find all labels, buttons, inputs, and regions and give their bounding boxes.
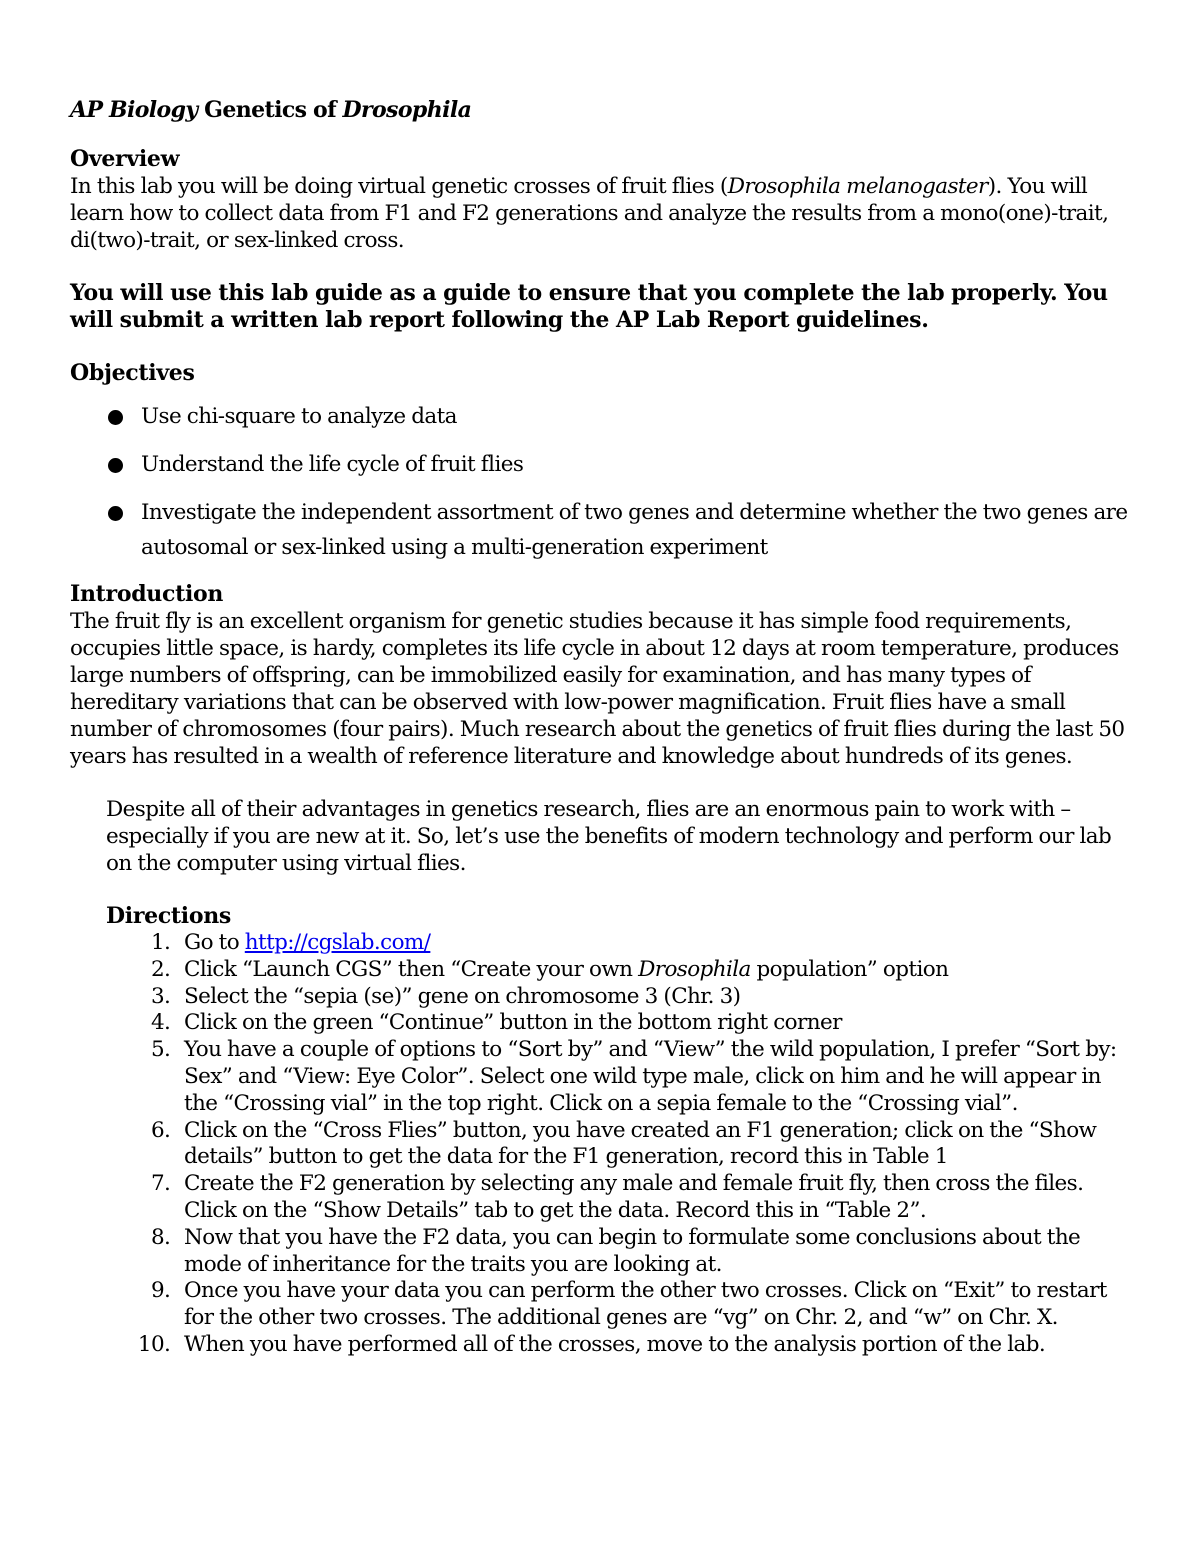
page-title <box>70 92 1130 128</box>
direction-step: 6. Click on the “Cross Flies” button, you have created an F1 generation; click on the “Show details” button to get the data for the F1 generation, record this in Table 1 <box>176 1118 1130 1172</box>
direction-step: 8. Now that you have the F2 data, you can begin to formulate some conclusions about the mode of inheritance for the traits you are looking at. <box>176 1225 1130 1279</box>
introduction-paragraph: The fruit fly is an excellent organism for genetic studies because it has simple food requirements, occupies little space, is hardy, completes its life cycle in about 12 days at room temperature, produces large numbers of offspring, can be immobilized easily for examination, and has many types of hereditary variations that can be observed with low-power magnification. Fruit flies have a small number of chromosomes (four pairs). Much research about the genetics of fruit flies during the last 50 years has resulted in a wealth of reference literature and knowledge about hundreds of its genes. <box>70 609 1125 769</box>
bullet-icon <box>108 410 123 425</box>
direction-step: 3. Select the “sepia (se)” gene on chromosome 3 (Chr. 3) <box>176 984 1130 1011</box>
title-middle: Genetics of <box>197 97 343 123</box>
despite-paragraph: Despite all of their advantages in genetics research, flies are an enormous pain to work with – especially if you are new at it. So, let’s use the benefits of modern technology and perform our lab on the computer using virtual flies. <box>106 797 1112 876</box>
objective-item <box>108 447 1130 482</box>
bullet-icon <box>108 458 123 473</box>
title-organism: Drosophila <box>342 97 472 123</box>
indented-section <box>106 796 1130 1359</box>
lab-guide-notice: You will use this lab guide as a guide to ensure that you complete the lab properly. You will submit a written lab report following the AP Lab Report guidelines. <box>70 280 1108 333</box>
step-text: population” option <box>750 956 949 982</box>
step-text: Click “Launch CGS” then “Create your own <box>184 956 639 982</box>
overview-text-a: In this lab you will be doing virtual genetic crosses of fruit flies ( <box>70 174 728 199</box>
overview-species: Drosophila melanogaster <box>727 174 988 199</box>
bullet-icon <box>108 506 123 521</box>
introduction-heading: Introduction <box>70 581 224 607</box>
direction-step <box>176 930 1130 957</box>
direction-step <box>176 957 1130 984</box>
direction-step: 9. Once you have your data you can perform the other two crosses. Click on “Exit” to restart for the other two crosses. The additional genes are “vg” on Chr. 2, and “w” on Chr. X. <box>176 1278 1130 1332</box>
direction-step: 7. Create the F2 generation by selecting any male and female fruit fly, then cross the files. Click on the “Show Details” tab to get the data. Record this in “Table 2”. <box>176 1171 1130 1225</box>
directions-heading: Directions <box>106 903 231 929</box>
objectives-heading: Objectives <box>70 360 195 386</box>
overview-text-b: ). You will learn how to collect data from F1 and F2 generations and analyze the results from a mono(one)-trait, di(two)-trait, or sex-linked cross. <box>70 174 1109 253</box>
overview-paragraph <box>70 173 1130 254</box>
title-course: AP Biology <box>70 97 198 123</box>
direction-step: 10. When you have performed all of the crosses, move to the analysis portion of the lab. <box>176 1332 1130 1359</box>
objective-item <box>108 399 1130 434</box>
cgslab-link[interactable]: http://cgslab.com/ <box>244 930 431 955</box>
document-page <box>70 92 1130 1359</box>
objective-text: Understand the life cycle of fruit flies <box>141 452 524 477</box>
overview-heading: Overview <box>70 146 180 172</box>
objective-text: Investigate the independent assortment of two genes and determine whether the two genes are autosomal or sex-linked using a multi-generation experiment <box>141 500 1128 560</box>
objective-text: Use chi-square to analyze data <box>141 404 457 429</box>
objectives-list <box>70 399 1130 565</box>
step-italic: Drosophila <box>638 956 751 982</box>
step-text: Go to <box>184 930 245 955</box>
direction-step: 4. Click on the green “Continue” button in the bottom right corner <box>176 1010 1130 1037</box>
directions-list <box>106 930 1130 1359</box>
objective-item <box>108 495 1130 565</box>
direction-step: 5. You have a couple of options to “Sort by” and “View” the wild population, I prefer “Sort by: Sex” and “View: Eye Color”. Select one wild type male, click on him and he will appear in the “Crossing vial” in the top right. Click on a sepia female to the “Crossing vial”. <box>176 1037 1130 1117</box>
